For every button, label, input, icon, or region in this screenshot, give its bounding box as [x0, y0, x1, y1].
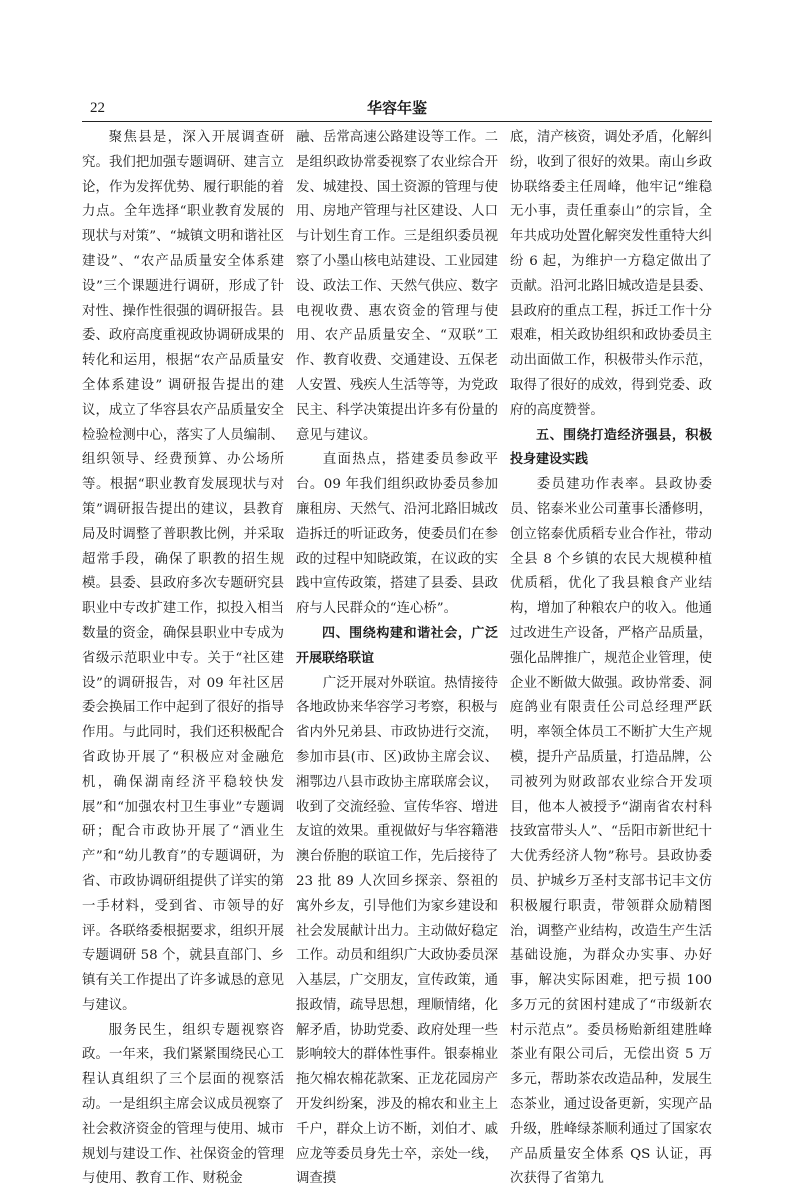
section-heading-5: 五、围绕打造经济强县，积极投身建设实践 [510, 427, 712, 468]
section-heading-4: 四、围绕构建和谐社会，广泛开展联络联谊 [296, 625, 498, 666]
paragraph-hotspots: 直面热点，搭建委员参政平台。09 年我们组织政协委员参加廉租房、天然气、沿河北路旧城改造拆迁的听证政务，使委员们在参政的过程中知晓政策，在议政的实践中宣传政策，搭建了县委、县政府与人民群众的“连心桥”。 [296, 452, 498, 617]
paragraph-inspection-continued: 融、岳常高速公路建设等工作。二是组织政协常委视察了农业综合开发、城建投、国土资源的管理与使用、房地产管理与社区建设、人口与计划生育工作。三是组织委员视察了小墨山核电站建设、工业园建设、政法工作、天然气供应、数字电视收费、惠农资金的管理与使用、农产品质量安全、“双联”工作、教育收费、交通建设、五保老人安置、残疾人生活等等，为党政民主、科学决策提出许多有份量的意见与建议。 [296, 130, 498, 443]
paragraph-liaison-continued: 底，清产核资，调处矛盾，化解纠纷，收到了很好的效果。南山乡政协联络委主任周峰，他牢记“维稳无小事，责任重泰山”的宗旨，全年共成功处置化解突发性重特大纠纷 6 起，为维护一方稳定做出了贡献。沿河北路旧城改造是县委、县政府的重点工程，拆迁工作十分艰难，相关政协组织和政协委员主动出面做工作，积极带头作示范，取得了很好的成效，得到党委、政府的高度赞誉。 [510, 130, 712, 418]
paragraph-members-model: 委员建功作表率。县政协委员、铭泰米业公司董事长潘修明，创立铭泰优质稻专业合作社，带动全县 8 个乡镇的农民大规模种植优质稻，优化了我县粮食产业结构，增加了种粮农户的收入。他通过改进生产设备，严格产品质量，强化品牌推广，规范企业管理，使企业不断做大做强。政协常委、洞庭鸽业有限责任公司总经理严跃明，率领全体员工不断扩大生产规模，提升产品质量，打造品牌，公司被列为财政部农业综合开发项目，他本人被授予“湖南省农村科技致富带头人”、“岳阳市新世纪十大优秀经济人物”称号。县政协委员、护城乡万圣村支部书记丰文仿积极履行职责，带领群众励精图治，调整产业结构，改造生产生活基础设施，为群众办实事、办好事，解决实际困难，把亏损 100 多万元的贫困村建成了“市级新农村示范点”。委员杨贻新组建胜峰茶业有限公司后，无偿出资 5 万多元，帮助茶农改造品种，发展生态茶业，通过设备更新，实现产品升级，胜峰绿茶顺利通过了国家农产品质量安全体系 QS 认证，再次获得了省第九 [510, 477, 712, 1187]
page-header [82, 98, 712, 120]
running-title: 华容年鉴 [366, 99, 427, 117]
right-column [510, 126, 712, 1192]
page-number: 22 [90, 100, 105, 116]
left-column [82, 126, 284, 1192]
paragraph-research: 聚焦县是，深入开展调查研究。我们把加强专题调研、建言立论，作为发挥优势、履行职能的着力点。全年选择“职业教育发展的现状与对策”、“城镇文明和谐社区建设”、“农产品质量安全体系建设”三个课题进行调研，形成了针对性、操作性很强的调研报告。县委、政府高度重视政协调研成果的转化和运用，根据“农产品质量安全体系建设” 调研报告提出的建议，成立了华容县农产品质量安全检验检测中心，落实了人员编制、组织领导、经费预算、办公场所等。根据“职业教育发展现状与对策”调研报告提出的建议，县教育局及时调整了普职教比例，并采取超常手段，确保了职教的招生规模。县委、县政府多次专题研究县职业中专改扩建工作，拟投入相当数量的资金，确保县职业中专成为省级示范职业中专。关于“社区建设”的调研报告，对 09 年社区居委会换届工作中起到了很好的指导作用。与此同时，我们还积极配合省政协开展了“积极应对金融危机，确保湖南经济平稳较快发展”和“加强农村卫生事业”专题调研；配合市政协开展了“酒业生产”和“幼儿教育”的专题调研，为省、市政协调研组提供了详实的第一手材料，受到省、市领导的好评。各联络委根据要求，组织开展专题调研 58 个，就县直部门、乡镇有关工作提出了许多诚恳的意见与建议。 [82, 130, 284, 1013]
header-rule [82, 121, 712, 122]
paragraph-inspection: 服务民生，组织专题视察咨政。一年来，我们紧紧围绕民心工程认真组织了三个层面的视察活动。一是组织主席会议成员视察了社会救济资金的管理与使用、城市规划与建设工作、社保资金的管理与使用、教育工作、财税金 [82, 1022, 284, 1187]
middle-column [296, 126, 498, 1192]
paragraph-liaison: 广泛开展对外联谊。热情接待各地政协来华容学习考察，积极与省内外兄弟县、市政协进行交流，参加市县(市、区)政协主席会议、湘鄂边八县市政协主席联席会议，收到了交流经验、宣传华容、增进友谊的效果。重视做好与华容籍港澳台侨胞的联谊工作，先后接待了 23 批 89 人次回乡探亲、祭祖的寓外乡友，引导他们为家乡建设和社会发展献计出力。主动做好稳定工作。动员和组织广大政协委员深入基层，广交朋友，宣传政策，通报政情，疏导思想，理顺情绪，化解矛盾，协助党委、政府处理一些影响较大的群体性事件。银泰棉业拖欠棉农棉花款案、正龙花园房产开发纠纷案，涉及的棉农和业主上千户，群众上访不断，刘伯才、戚应龙等委员身先士卒，亲处一线，调查摸 [296, 675, 498, 1187]
